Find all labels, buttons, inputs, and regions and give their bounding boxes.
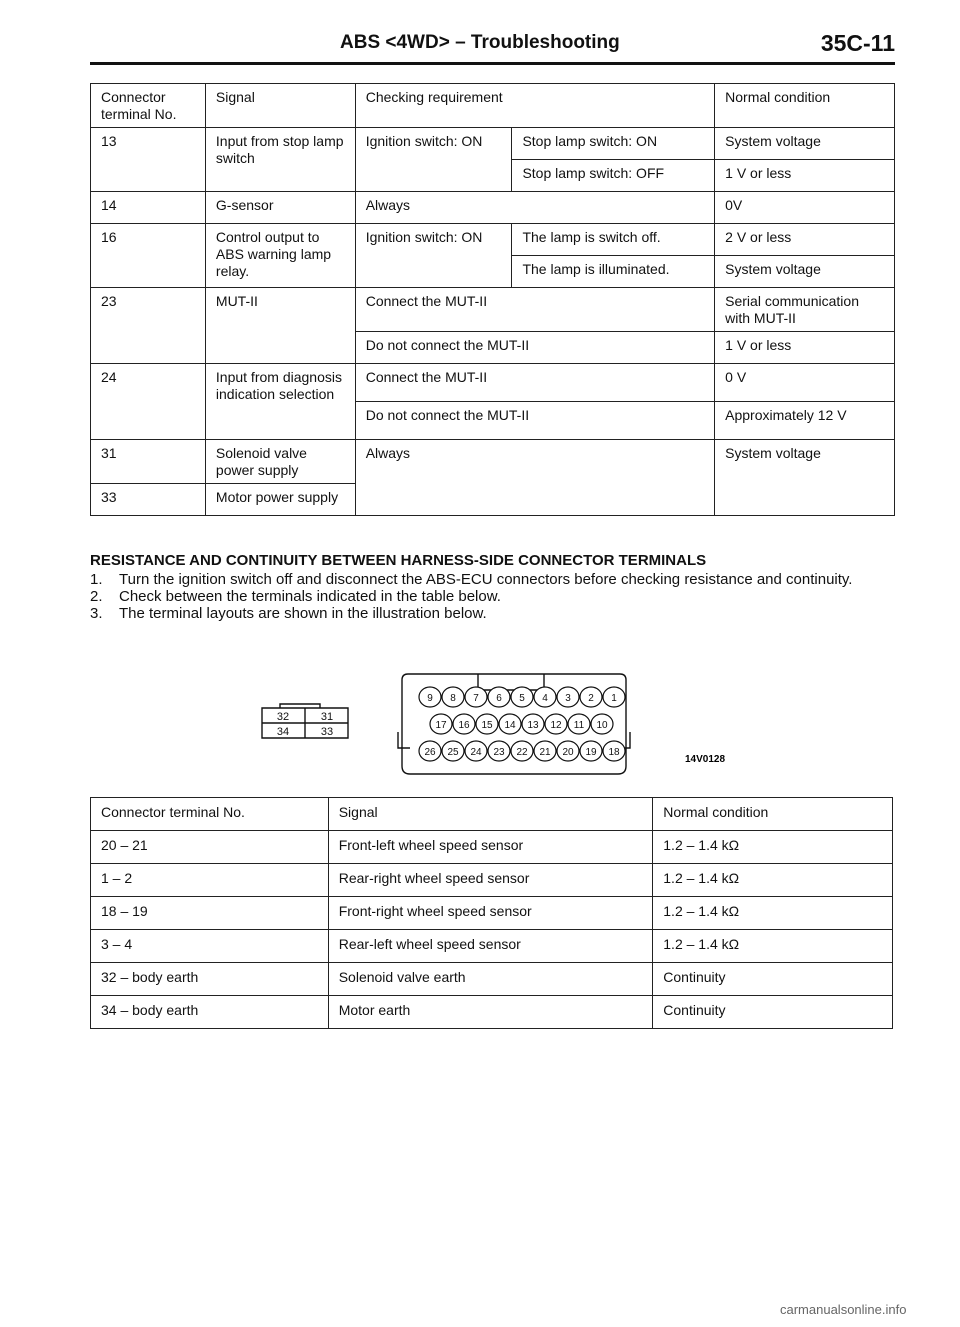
connector-terminal-diagram bbox=[250, 670, 750, 780]
signal-cell: Input from diagnosis indication selection bbox=[205, 364, 355, 440]
step-text: Check between the terminals indicated in the table below. bbox=[119, 588, 501, 605]
pin-label: 24 bbox=[470, 747, 482, 758]
terminal-cell: 31 bbox=[91, 440, 206, 484]
step-text: The terminal layouts are shown in the illustration below. bbox=[119, 605, 487, 622]
table-row bbox=[91, 364, 895, 402]
signal-cell: Front-right wheel speed sensor bbox=[328, 897, 653, 930]
pin-label: 10 bbox=[596, 720, 608, 731]
step-number: 1. bbox=[90, 571, 103, 588]
pin-label: 12 bbox=[550, 720, 562, 731]
pin-label: 7 bbox=[473, 693, 479, 704]
terminal-voltage-table bbox=[90, 83, 895, 516]
normal-cell: Continuity bbox=[653, 996, 893, 1029]
pin-label: 26 bbox=[424, 747, 436, 758]
requirement-cell: Stop lamp switch: ON bbox=[512, 128, 715, 160]
normal-cell: System voltage bbox=[715, 128, 895, 160]
normal-cell: Serial communication with MUT-II bbox=[715, 288, 895, 332]
signal-cell: Solenoid valve earth bbox=[328, 963, 653, 996]
pin-label: 8 bbox=[450, 693, 456, 704]
pin-label: 11 bbox=[573, 720, 585, 731]
pin-label: 1 bbox=[611, 693, 617, 704]
signal-cell: Motor earth bbox=[328, 996, 653, 1029]
pin-label: 6 bbox=[496, 693, 502, 704]
pin-label: 19 bbox=[585, 747, 597, 758]
table-row bbox=[91, 224, 895, 256]
table-row bbox=[91, 288, 895, 332]
table-row bbox=[91, 192, 895, 224]
table-header-cell: Signal bbox=[205, 84, 355, 128]
requirement-cell: Connect the MUT-II bbox=[355, 288, 714, 332]
signal-cell: Rear-left wheel speed sensor bbox=[328, 930, 653, 963]
requirement-cell: Stop lamp switch: OFF bbox=[512, 160, 715, 192]
pin-label: 5 bbox=[519, 693, 525, 704]
table-row bbox=[91, 996, 893, 1029]
terminal-cell: 16 bbox=[91, 224, 206, 288]
pin-label: 23 bbox=[493, 747, 505, 758]
header-rule bbox=[90, 62, 895, 65]
terminal-cell: 20 – 21 bbox=[91, 831, 329, 864]
table-row bbox=[91, 440, 895, 484]
table-row bbox=[91, 897, 893, 930]
normal-cell: Approximately 12 V bbox=[715, 402, 895, 440]
pin-label: 3 bbox=[565, 693, 571, 704]
signal-cell: Front-left wheel speed sensor bbox=[328, 831, 653, 864]
step-number: 3. bbox=[90, 605, 103, 622]
normal-cell: 1.2 – 1.4 kΩ bbox=[653, 831, 893, 864]
signal-cell: G-sensor bbox=[205, 192, 355, 224]
terminal-label: 34 bbox=[276, 726, 290, 738]
terminal-cell: 1 – 2 bbox=[91, 864, 329, 897]
normal-cell: 0V bbox=[715, 192, 895, 224]
pin-label: 16 bbox=[458, 720, 470, 731]
table-header-cell: Connector terminal No. bbox=[91, 798, 329, 831]
watermark-footer: carmanualsonline.info bbox=[780, 1302, 907, 1317]
normal-cell: 0 V bbox=[715, 364, 895, 402]
table-row bbox=[91, 930, 893, 963]
section-heading: RESISTANCE AND CONTINUITY BETWEEN HARNESS-SIDE CONNECTOR TERMINALS bbox=[90, 552, 707, 569]
normal-cell: 2 V or less bbox=[715, 224, 895, 256]
table-header-cell: Connector terminal No. bbox=[91, 84, 206, 128]
pin-label: 17 bbox=[435, 720, 447, 731]
terminal-cell: 33 bbox=[91, 484, 206, 516]
small-connector-grid bbox=[262, 708, 348, 738]
table-row bbox=[91, 963, 893, 996]
requirement-cell: Do not connect the MUT-II bbox=[355, 332, 714, 364]
normal-cell: Continuity bbox=[653, 963, 893, 996]
figure-code: 14V0128 bbox=[685, 754, 726, 765]
resistance-continuity-table bbox=[90, 797, 893, 1029]
pin-label: 22 bbox=[516, 747, 528, 758]
pin-label: 18 bbox=[608, 747, 620, 758]
terminal-cell: 14 bbox=[91, 192, 206, 224]
normal-cell: 1.2 – 1.4 kΩ bbox=[653, 930, 893, 963]
small-connector bbox=[262, 704, 348, 738]
terminal-cell: 18 – 19 bbox=[91, 897, 329, 930]
table-row bbox=[91, 864, 893, 897]
terminal-cell: 34 – body earth bbox=[91, 996, 329, 1029]
list-item bbox=[90, 588, 900, 605]
terminal-cell: 32 – body earth bbox=[91, 963, 329, 996]
requirement-cell: Ignition switch: ON bbox=[355, 128, 512, 192]
normal-cell: 1.2 – 1.4 kΩ bbox=[653, 864, 893, 897]
normal-cell: 1.2 – 1.4 kΩ bbox=[653, 897, 893, 930]
requirement-cell: Connect the MUT-II bbox=[355, 364, 714, 402]
table-row bbox=[91, 831, 893, 864]
table-header-cell: Checking requirement bbox=[355, 84, 714, 128]
instruction-list bbox=[90, 571, 900, 622]
requirement-cell: Always bbox=[355, 192, 714, 224]
table-header-row bbox=[91, 84, 895, 128]
requirement-cell: Do not connect the MUT-II bbox=[355, 402, 714, 440]
terminal-cell: 3 – 4 bbox=[91, 930, 329, 963]
signal-cell: Motor power supply bbox=[205, 484, 355, 516]
table-header-cell: Signal bbox=[328, 798, 653, 831]
pin-label: 2 bbox=[588, 693, 594, 704]
pin-label: 9 bbox=[427, 693, 433, 704]
requirement-cell: The lamp is illuminated. bbox=[512, 256, 715, 288]
signal-cell: Input from stop lamp switch bbox=[205, 128, 355, 192]
terminal-cell: 23 bbox=[91, 288, 206, 364]
continuity-section bbox=[90, 552, 900, 622]
requirement-cell: Ignition switch: ON bbox=[355, 224, 512, 288]
terminal-cell: 24 bbox=[91, 364, 206, 440]
page-title: ABS <4WD> – Troubleshooting bbox=[340, 32, 620, 53]
terminal-label: 32 bbox=[276, 711, 290, 723]
pin-label: 20 bbox=[562, 747, 574, 758]
normal-cell: System voltage bbox=[715, 256, 895, 288]
table-header-cell: Normal condition bbox=[715, 84, 895, 128]
terminal-cell: 13 bbox=[91, 128, 206, 192]
pin-label: 13 bbox=[527, 720, 539, 731]
step-text: Turn the ignition switch off and disconnect the ABS-ECU connectors before checking resistance and continuity. bbox=[119, 571, 853, 588]
requirement-cell: The lamp is switch off. bbox=[512, 224, 715, 256]
table-header-cell: Normal condition bbox=[653, 798, 893, 831]
pin-label: 25 bbox=[447, 747, 459, 758]
pin-label: 21 bbox=[539, 747, 551, 758]
normal-cell: System voltage bbox=[715, 440, 895, 516]
signal-cell: MUT-II bbox=[205, 288, 355, 364]
signal-cell: Control output to ABS warning lamp relay. bbox=[205, 224, 355, 288]
pin-label: 4 bbox=[542, 693, 548, 704]
normal-cell: 1 V or less bbox=[715, 160, 895, 192]
large-connector-key bbox=[478, 674, 544, 690]
list-item bbox=[90, 571, 900, 588]
requirement-cell: Always bbox=[355, 440, 714, 516]
signal-cell: Rear-right wheel speed sensor bbox=[328, 864, 653, 897]
pin-label: 14 bbox=[504, 720, 516, 731]
page-header bbox=[90, 30, 895, 62]
list-item bbox=[90, 605, 900, 622]
normal-cell: 1 V or less bbox=[715, 332, 895, 364]
terminal-label: 31 bbox=[320, 711, 334, 723]
page-number: 35C-11 bbox=[820, 30, 895, 56]
table-row bbox=[91, 128, 895, 160]
terminal-label: 33 bbox=[320, 726, 334, 738]
signal-cell: Solenoid valve power supply bbox=[205, 440, 355, 484]
pin-label: 15 bbox=[481, 720, 493, 731]
table-header-row bbox=[91, 798, 893, 831]
step-number: 2. bbox=[90, 588, 103, 605]
